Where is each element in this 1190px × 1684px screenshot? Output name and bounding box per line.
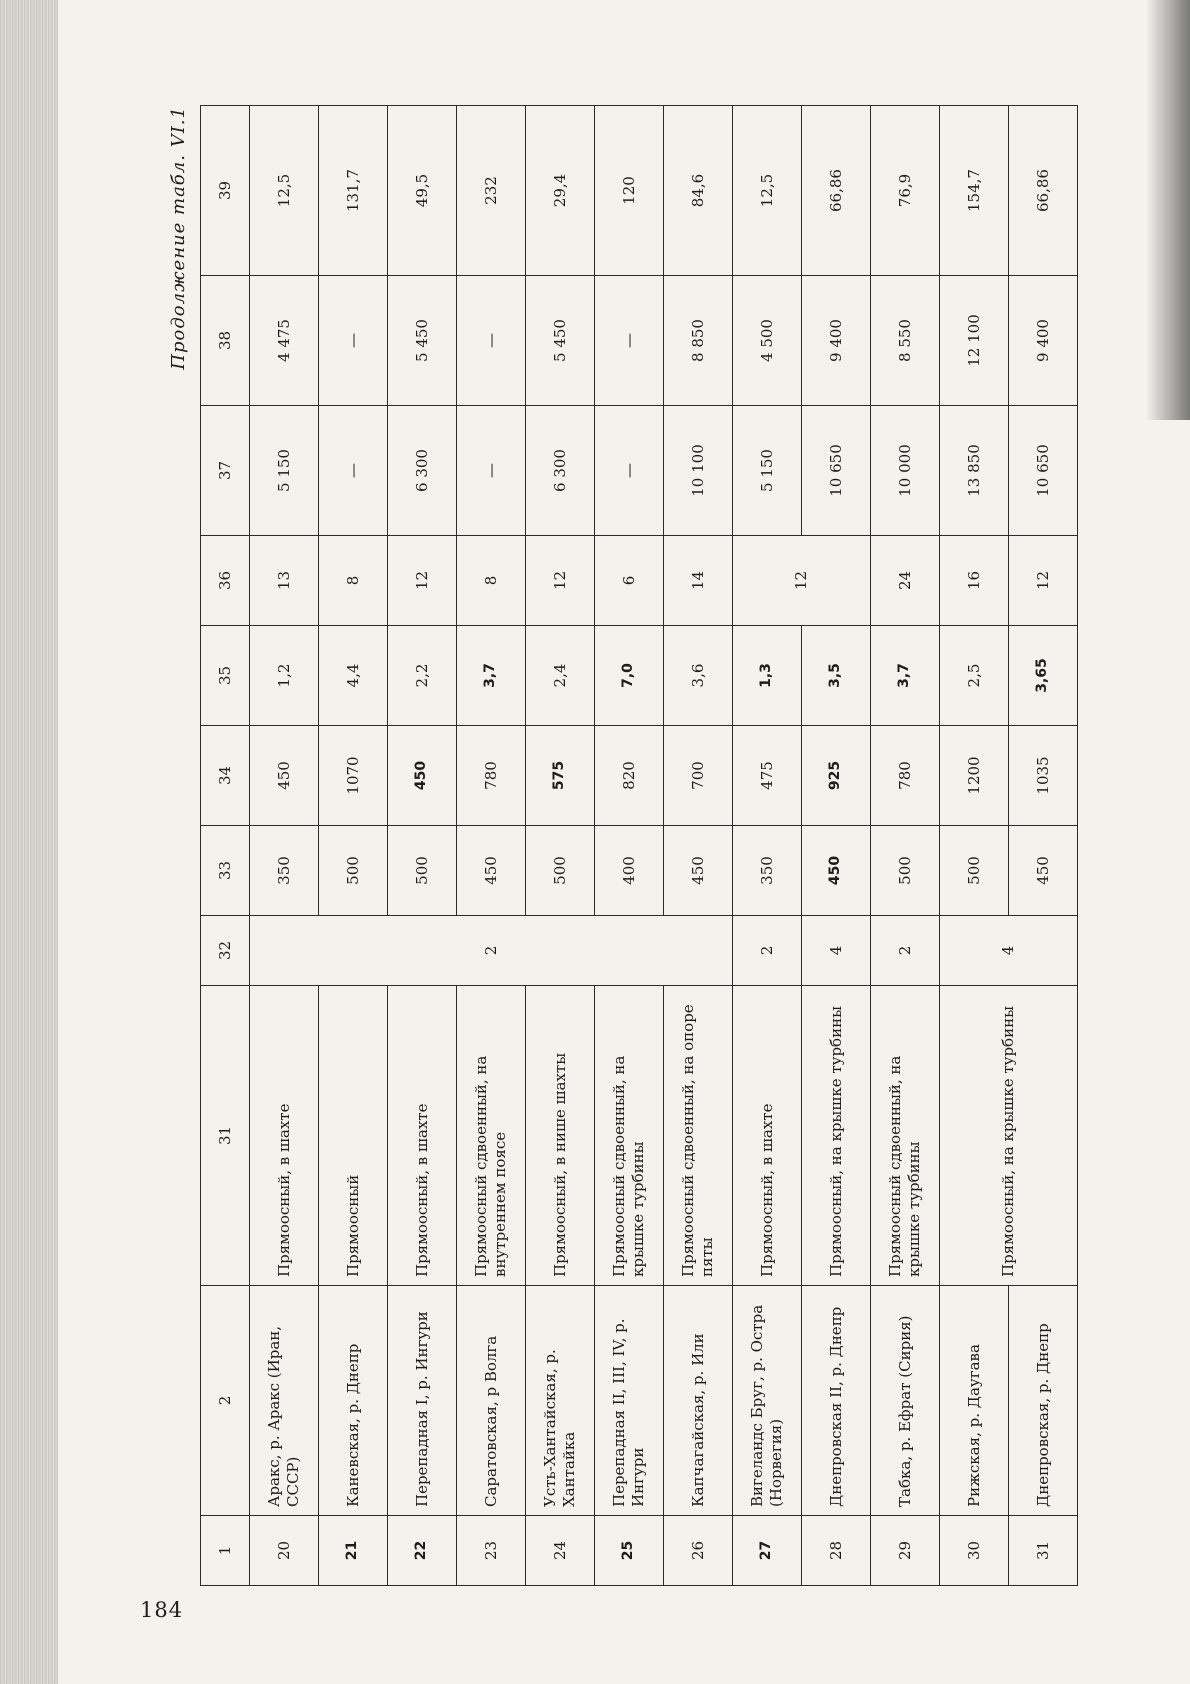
station-name: Табка, р. Ефрат (Сирия)	[871, 1286, 940, 1516]
cell-col34: 780	[871, 726, 940, 826]
cell-col37: 10 650	[1009, 406, 1078, 536]
cell-col39: 66,86	[802, 106, 871, 276]
cell-col39: 84,6	[664, 106, 733, 276]
station-name: Каневская, р. Днепр	[319, 1286, 388, 1516]
header-cell: 35	[201, 626, 250, 726]
cell-col39: 29,4	[526, 106, 595, 276]
cell-col33: 450	[457, 826, 526, 916]
servomotor-type: Прямоосный, в шахте	[250, 986, 319, 1286]
cell-col35: 3,5	[802, 626, 871, 726]
header-cell: 1	[201, 1516, 250, 1586]
merged-cell-col36: 12	[733, 536, 871, 626]
servomotor-type: Прямоосный сдвоенный, на крышке турбины	[595, 986, 664, 1286]
row-number: 22	[388, 1516, 457, 1586]
cell-col33: 500	[940, 826, 1009, 916]
cell-col37: —	[457, 406, 526, 536]
cell-col36: 8	[319, 536, 388, 626]
cell-col33: 500	[871, 826, 940, 916]
cell-col35: 3,7	[457, 626, 526, 726]
book-binding-shadow	[0, 0, 58, 1684]
cell-col38: —	[595, 276, 664, 406]
cell-col34: 450	[388, 726, 457, 826]
rotated-table-region	[166, 102, 1086, 1586]
table-row	[526, 106, 595, 1586]
cell-col38: 9 400	[802, 276, 871, 406]
cell-col39: 232	[457, 106, 526, 276]
cell-col34: 1200	[940, 726, 1009, 826]
cell-col37: 6 300	[526, 406, 595, 536]
header-cell: 37	[201, 406, 250, 536]
cell-col33: 350	[733, 826, 802, 916]
cell-col36: 12	[388, 536, 457, 626]
page-corner-shadow	[1146, 0, 1190, 420]
cell-col37: —	[319, 406, 388, 536]
station-name: Вигеландс Бруг, р. Остра (Норвегия)	[733, 1286, 802, 1516]
cell-col38: 5 450	[388, 276, 457, 406]
cell-col37: 10 650	[802, 406, 871, 536]
cell-col38: 8 850	[664, 276, 733, 406]
cell-col39: 154,7	[940, 106, 1009, 276]
row-number: 21	[319, 1516, 388, 1586]
station-name: Саратовская, р Волга	[457, 1286, 526, 1516]
merged-cell-col31: Прямоосный, на крышке турбины	[940, 986, 1078, 1286]
cell-col38: 4 475	[250, 276, 319, 406]
cell-col37: 10 100	[664, 406, 733, 536]
header-cell: 2	[201, 1286, 250, 1516]
header-cell: 38	[201, 276, 250, 406]
cell-col38: 9 400	[1009, 276, 1078, 406]
cell-col37: 5 150	[733, 406, 802, 536]
station-name: Днепровская II, р. Днепр	[802, 1286, 871, 1516]
cell-col35: 4,4	[319, 626, 388, 726]
cell-col33: 500	[526, 826, 595, 916]
cell-col36: 24	[871, 536, 940, 626]
servomotor-type: Прямоосный	[319, 986, 388, 1286]
cell-col36: 14	[664, 536, 733, 626]
cell-col35: 2,4	[526, 626, 595, 726]
row-number: 25	[595, 1516, 664, 1586]
row-number: 27	[733, 1516, 802, 1586]
cell-col38: —	[319, 276, 388, 406]
cell-col33: 450	[802, 826, 871, 916]
cell-col35: 3,65	[1009, 626, 1078, 726]
cell-col33: 350	[250, 826, 319, 916]
table-row	[664, 106, 733, 1586]
cell-col35: 3,7	[871, 626, 940, 726]
station-name: Усть-Хантайская, р. Хантайка	[526, 1286, 595, 1516]
servomotor-type: Прямоосный сдвоенный, на внутреннем поясе	[457, 986, 526, 1286]
cell-col35: 1,3	[733, 626, 802, 726]
station-name: Капчагайская, р. Или	[664, 1286, 733, 1516]
cell-col37: 5 150	[250, 406, 319, 536]
cell-col35: 2,2	[388, 626, 457, 726]
table-row	[250, 106, 319, 1586]
row-number: 23	[457, 1516, 526, 1586]
cell-col39: 120	[595, 106, 664, 276]
table-row	[871, 106, 940, 1586]
cell-col34: 1070	[319, 726, 388, 826]
table-row	[388, 106, 457, 1586]
servomotor-type: Прямоосный сдвоенный, на крышке турбины	[871, 986, 940, 1286]
header-row	[201, 106, 250, 1586]
table-row	[595, 106, 664, 1586]
cell-col35: 3,6	[664, 626, 733, 726]
cell-col38: 8 550	[871, 276, 940, 406]
cell-col34: 1035	[1009, 726, 1078, 826]
cell-col34: 700	[664, 726, 733, 826]
cell-col38: 4 500	[733, 276, 802, 406]
cell-col38: 12 100	[940, 276, 1009, 406]
cell-col38: 5 450	[526, 276, 595, 406]
row-number: 28	[802, 1516, 871, 1586]
row-number: 24	[526, 1516, 595, 1586]
table-row	[457, 106, 526, 1586]
header-cell: 33	[201, 826, 250, 916]
table-row	[1009, 106, 1078, 1586]
header-cell: 32	[201, 916, 250, 986]
cell-col33: 500	[388, 826, 457, 916]
cell-col35: 7,0	[595, 626, 664, 726]
cell-col34: 450	[250, 726, 319, 826]
servomotor-type: Прямоосный, в нише шахты	[526, 986, 595, 1286]
cell-col39: 66,86	[1009, 106, 1078, 276]
cell-col36: 13	[250, 536, 319, 626]
cell-col39: 131,7	[319, 106, 388, 276]
cell-col39: 12,5	[733, 106, 802, 276]
station-name: Аракс, р. Аракс (Иран, СССР)	[250, 1286, 319, 1516]
cell-col37: 6 300	[388, 406, 457, 536]
cell-col39: 12,5	[250, 106, 319, 276]
cell-col34: 575	[526, 726, 595, 826]
cell-col37: —	[595, 406, 664, 536]
header-cell: 34	[201, 726, 250, 826]
header-cell: 31	[201, 986, 250, 1286]
table-row	[802, 106, 871, 1586]
table-row	[940, 106, 1009, 1586]
table-title: Продолжение табл. VI.1	[168, 106, 189, 370]
cell-col39: 76,9	[871, 106, 940, 276]
cell-col39: 49,5	[388, 106, 457, 276]
cell-col36: 16	[940, 536, 1009, 626]
cell-col34: 925	[802, 726, 871, 826]
merged-cell-col32: 2	[250, 916, 733, 986]
page-number: 184	[140, 1598, 184, 1622]
station-name: Днепровская, р. Днепр	[1009, 1286, 1078, 1516]
table-row	[733, 106, 802, 1586]
cell-col37: 13 850	[940, 406, 1009, 536]
station-name: Перепадная II, III, IV, р. Ингури	[595, 1286, 664, 1516]
servomotor-type: Прямоосный, в шахте	[733, 986, 802, 1286]
servomotor-type: Прямоосный, в шахте	[388, 986, 457, 1286]
cell-col36: 12	[526, 536, 595, 626]
data-table	[200, 105, 1078, 1586]
cell-col36: 12	[1009, 536, 1078, 626]
row-number: 30	[940, 1516, 1009, 1586]
cell-col35: 2,5	[940, 626, 1009, 726]
cell-col32: 4	[802, 916, 871, 986]
row-number: 29	[871, 1516, 940, 1586]
cell-col33: 450	[1009, 826, 1078, 916]
servomotor-type: Прямоосный, на крышке турбины	[802, 986, 871, 1286]
cell-col36: 8	[457, 536, 526, 626]
row-number: 31	[1009, 1516, 1078, 1586]
cell-col35: 1,2	[250, 626, 319, 726]
cell-col32: 2	[871, 916, 940, 986]
row-number: 20	[250, 1516, 319, 1586]
cell-col34: 780	[457, 726, 526, 826]
servomotor-type: Прямоосный сдвоенный, на опоре пяты	[664, 986, 733, 1286]
header-cell: 36	[201, 536, 250, 626]
cell-col36: 6	[595, 536, 664, 626]
cell-col38: —	[457, 276, 526, 406]
cell-col33: 500	[319, 826, 388, 916]
station-name: Рижская, р. Даугава	[940, 1286, 1009, 1516]
row-number: 26	[664, 1516, 733, 1586]
cell-col34: 475	[733, 726, 802, 826]
cell-col32: 2	[733, 916, 802, 986]
merged-cell-col32: 4	[940, 916, 1078, 986]
cell-col33: 400	[595, 826, 664, 916]
cell-col37: 10 000	[871, 406, 940, 536]
station-name: Перепадная I, р. Ингури	[388, 1286, 457, 1516]
header-cell: 39	[201, 106, 250, 276]
cell-col34: 820	[595, 726, 664, 826]
table-row	[319, 106, 388, 1586]
cell-col33: 450	[664, 826, 733, 916]
